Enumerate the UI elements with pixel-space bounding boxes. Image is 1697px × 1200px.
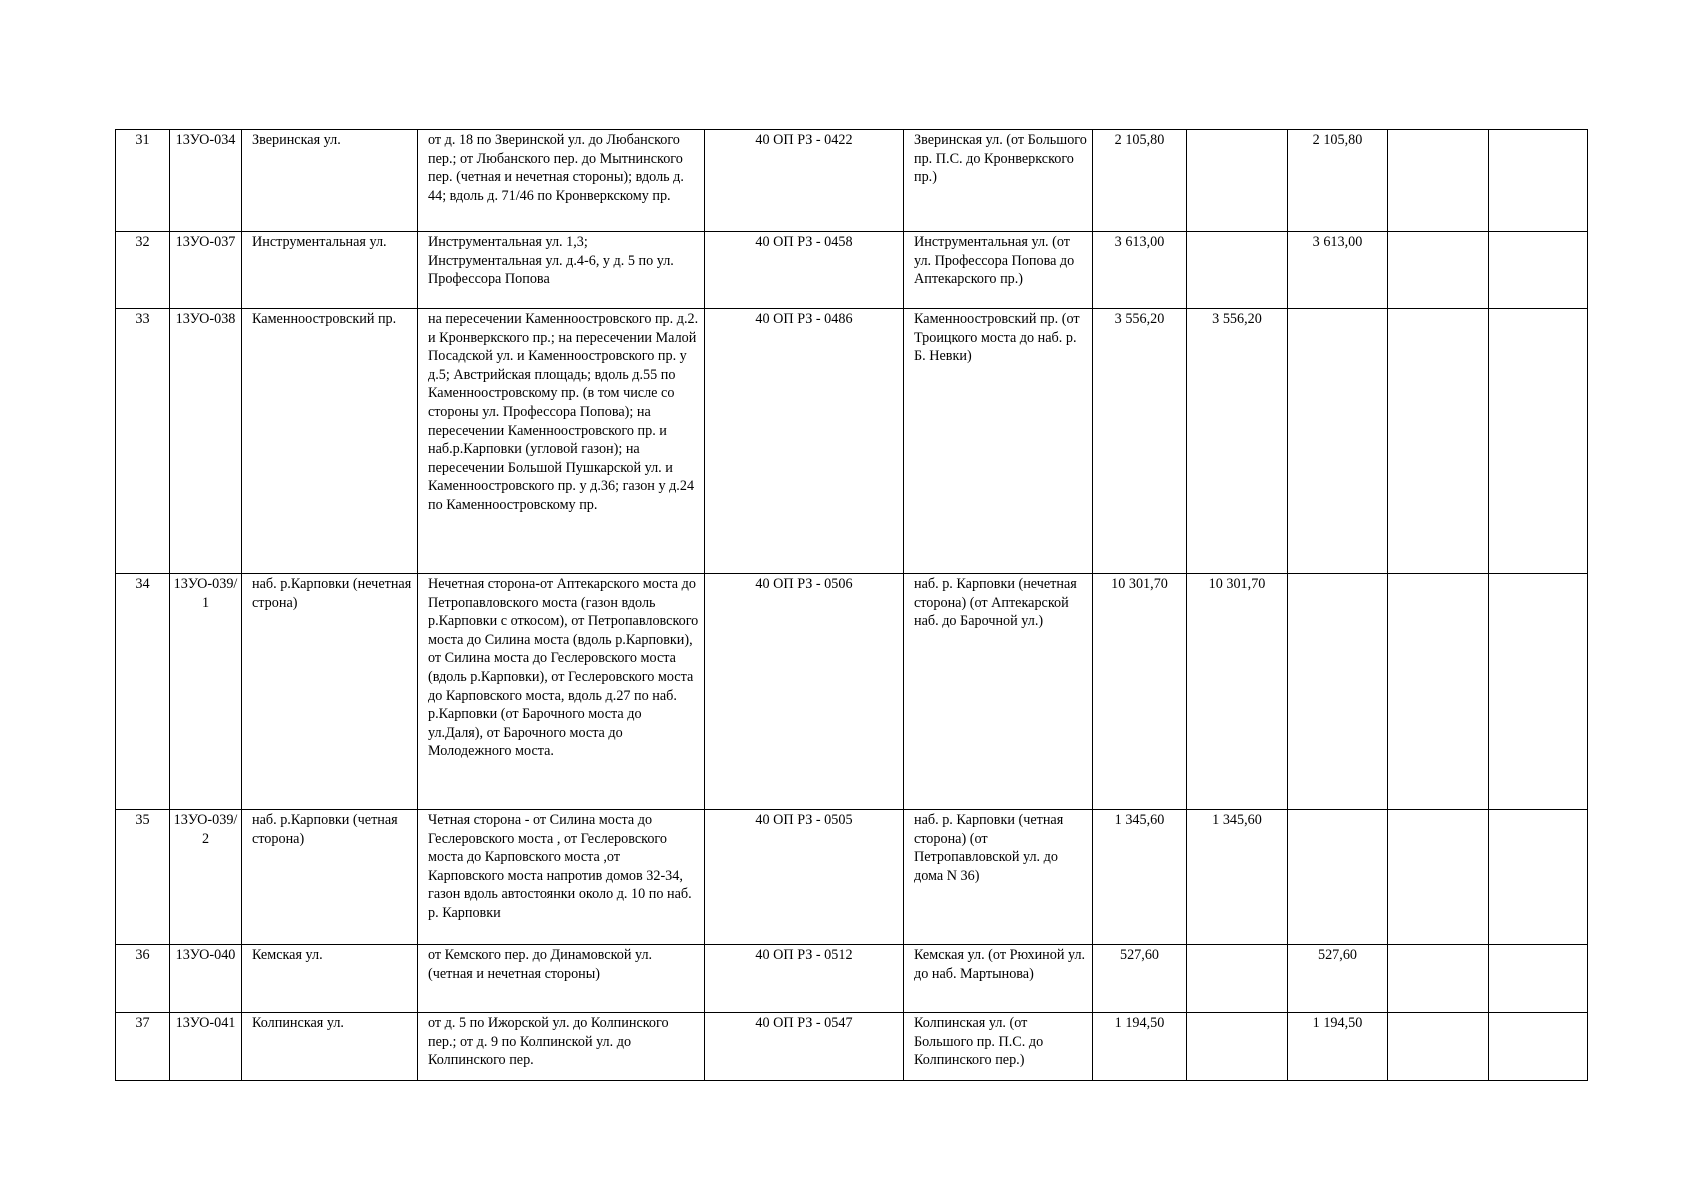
table-row — [116, 309, 1588, 574]
location-description-cell: на пересечении Каменноостровского пр. д.2. и Кронверкского пр.; на пересечении Малой Посадской ул. и Каменноостровского пр. у д.5; Австрийская площадь; вдоль д.55 по Каменноостровскому пр. (в том числе со стороны ул. Профессора Попова); на пересечении Каменноостровского пр. и наб.р.Карповки (угловой газон); на пересечении Большой Пушкарской ул. и Каменноостровского пр. у д.36; газон у д.24 по Каменноостровскому пр. — [418, 309, 705, 574]
object-code-cell: 13УО-040 — [170, 945, 242, 1013]
road-id-cell: 40 ОП РЗ - 0422 — [705, 130, 904, 232]
value-col-4-cell — [1489, 945, 1588, 1013]
street-name-cell: Кемская ул. — [242, 945, 418, 1013]
total-area-cell: 10 301,70 — [1093, 574, 1187, 810]
row-number-cell: 33 — [116, 309, 170, 574]
row-number-cell: 32 — [116, 232, 170, 309]
value-col-1-cell — [1187, 945, 1288, 1013]
row-number-cell: 35 — [116, 810, 170, 945]
value-col-4-cell — [1489, 130, 1588, 232]
row-number-cell: 36 — [116, 945, 170, 1013]
value-col-3-cell — [1388, 1013, 1489, 1081]
road-id-cell: 40 ОП РЗ - 0512 — [705, 945, 904, 1013]
table-body — [116, 130, 1588, 1081]
total-area-cell: 527,60 — [1093, 945, 1187, 1013]
value-col-2-cell — [1288, 309, 1388, 574]
total-area-cell: 1 345,60 — [1093, 810, 1187, 945]
table-row — [116, 945, 1588, 1013]
value-col-2-cell: 3 613,00 — [1288, 232, 1388, 309]
value-col-3-cell — [1388, 130, 1489, 232]
value-col-2-cell — [1288, 810, 1388, 945]
table-row — [116, 810, 1588, 945]
value-col-4-cell — [1489, 810, 1588, 945]
value-col-1-cell — [1187, 232, 1288, 309]
object-code-cell: 13УО-037 — [170, 232, 242, 309]
location-description-cell: от д. 18 по Зверинской ул. до Любанского пер.; от Любанского пер. до Мытнинского пер. (четная и нечетная стороны); вдоль д. 44; вдоль д. 71/46 по Кронверкскому пр. — [418, 130, 705, 232]
road-name-cell: наб. р. Карповки (четная сторона) (от Петропавловской ул. до дома N 36) — [904, 810, 1093, 945]
road-name-cell: Инструментальная ул. (от ул. Профессора Попова до Аптекарского пр.) — [904, 232, 1093, 309]
object-code-cell: 13УО-034 — [170, 130, 242, 232]
value-col-4-cell — [1489, 574, 1588, 810]
location-description-cell: Инструментальная ул. 1,3; Инструментальная ул. д.4-6, у д. 5 по ул. Профессора Попова — [418, 232, 705, 309]
street-name-cell: наб. р.Карповки (четная сторона) — [242, 810, 418, 945]
row-number-cell: 37 — [116, 1013, 170, 1081]
road-id-cell: 40 ОП РЗ - 0505 — [705, 810, 904, 945]
total-area-cell: 2 105,80 — [1093, 130, 1187, 232]
value-col-1-cell — [1187, 130, 1288, 232]
value-col-1-cell: 10 301,70 — [1187, 574, 1288, 810]
value-col-4-cell — [1489, 1013, 1588, 1081]
value-col-3-cell — [1388, 945, 1489, 1013]
objects-table — [115, 129, 1588, 1081]
road-id-cell: 40 ОП РЗ - 0458 — [705, 232, 904, 309]
object-code-cell: 13УО-041 — [170, 1013, 242, 1081]
row-number-cell: 31 — [116, 130, 170, 232]
object-code-cell: 13УО-039/1 — [170, 574, 242, 810]
value-col-3-cell — [1388, 810, 1489, 945]
road-id-cell: 40 ОП РЗ - 0547 — [705, 1013, 904, 1081]
street-name-cell: Зверинская ул. — [242, 130, 418, 232]
road-name-cell: наб. р. Карповки (нечетная сторона) (от Аптекарской наб. до Барочной ул.) — [904, 574, 1093, 810]
table-row — [116, 1013, 1588, 1081]
value-col-3-cell — [1388, 309, 1489, 574]
total-area-cell: 3 613,00 — [1093, 232, 1187, 309]
object-code-cell: 13УО-039/2 — [170, 810, 242, 945]
value-col-3-cell — [1388, 574, 1489, 810]
value-col-2-cell — [1288, 574, 1388, 810]
road-id-cell: 40 ОП РЗ - 0486 — [705, 309, 904, 574]
road-name-cell: Каменноостровский пр. (от Троицкого моста до наб. р. Б. Невки) — [904, 309, 1093, 574]
total-area-cell: 1 194,50 — [1093, 1013, 1187, 1081]
value-col-1-cell: 3 556,20 — [1187, 309, 1288, 574]
street-name-cell: Каменноостровский пр. — [242, 309, 418, 574]
location-description-cell: от д. 5 по Ижорской ул. до Колпинского пер.; от д. 9 по Колпинской ул. до Колпинского пер. — [418, 1013, 705, 1081]
value-col-1-cell — [1187, 1013, 1288, 1081]
location-description-cell: Нечетная сторона-от Аптекарского моста до Петропавловского моста (газон вдоль р.Карповки с откосом), от Петропавловского моста до Силина моста (вдоль р.Карповки), от Силина моста до Геслеровского моста (вдоль р.Карповки), от Геслеровского моста до Карповского моста, вдоль д.27 по наб. р.Карповки (от Барочного моста до ул.Даля), от Барочного моста до Молодежного моста. — [418, 574, 705, 810]
value-col-3-cell — [1388, 232, 1489, 309]
value-col-2-cell: 527,60 — [1288, 945, 1388, 1013]
value-col-2-cell: 1 194,50 — [1288, 1013, 1388, 1081]
road-name-cell: Зверинская ул. (от Большого пр. П.С. до Кронверкского пр.) — [904, 130, 1093, 232]
street-name-cell: Колпинская ул. — [242, 1013, 418, 1081]
road-name-cell: Кемская ул. (от Рюхиной ул. до наб. Мартынова) — [904, 945, 1093, 1013]
value-col-4-cell — [1489, 232, 1588, 309]
street-name-cell: Инструментальная ул. — [242, 232, 418, 309]
row-number-cell: 34 — [116, 574, 170, 810]
total-area-cell: 3 556,20 — [1093, 309, 1187, 574]
road-id-cell: 40 ОП РЗ - 0506 — [705, 574, 904, 810]
location-description-cell: от Кемского пер. до Динамовской ул. (четная и нечетная стороны) — [418, 945, 705, 1013]
street-name-cell: наб. р.Карповки (нечетная строна) — [242, 574, 418, 810]
value-col-2-cell: 2 105,80 — [1288, 130, 1388, 232]
value-col-4-cell — [1489, 309, 1588, 574]
location-description-cell: Четная сторона - от Силина моста до Геслеровского моста , от Геслеровского моста до Карповского моста ,от Карповского моста напротив домов 32-34, газон вдоль автостоянки около д. 10 по наб. р. Карповки — [418, 810, 705, 945]
table-row — [116, 130, 1588, 232]
value-col-1-cell: 1 345,60 — [1187, 810, 1288, 945]
road-name-cell: Колпинская ул. (от Большого пр. П.С. до Колпинского пер.) — [904, 1013, 1093, 1081]
object-code-cell: 13УО-038 — [170, 309, 242, 574]
table-row — [116, 574, 1588, 810]
table-row — [116, 232, 1588, 309]
